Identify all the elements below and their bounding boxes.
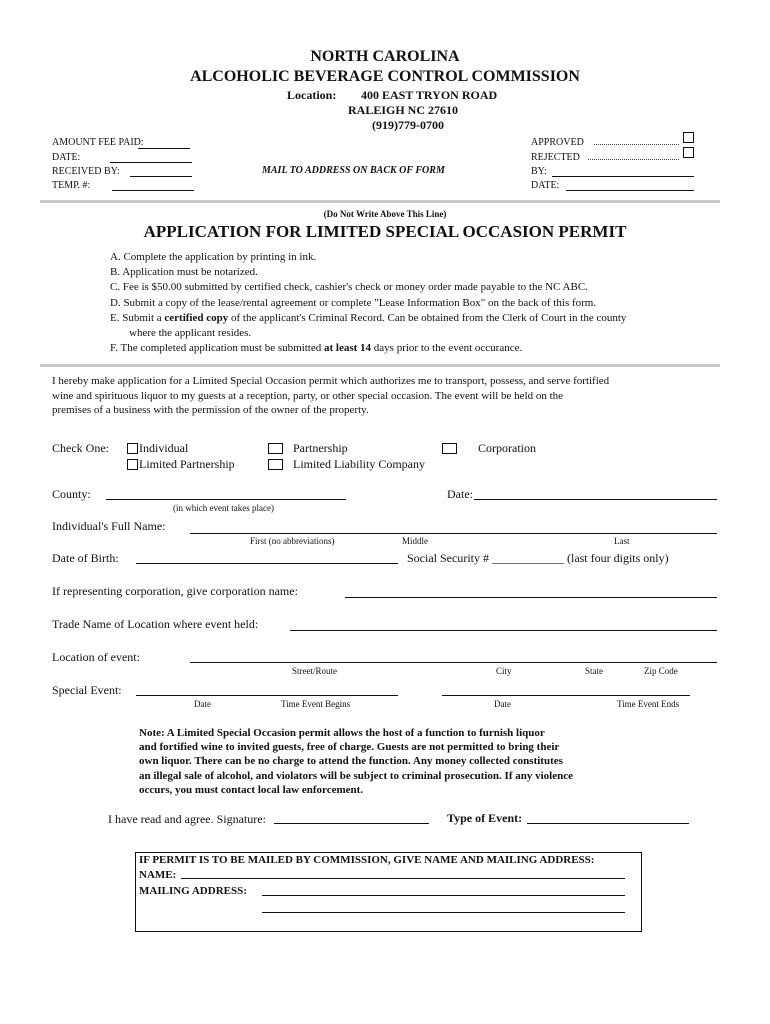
received-by-line [130, 176, 192, 177]
end-date-hint: Date [494, 699, 511, 709]
form-title: APPLICATION FOR LIMITED SPECIAL OCCASION PERMIT [143, 222, 627, 241]
corporation-checkbox[interactable] [442, 443, 457, 454]
date2-line [566, 190, 694, 191]
rejected-dots [588, 159, 679, 160]
begin-date-hint: Date [194, 699, 211, 709]
limited-partnership-label: Limited Partnership [139, 457, 235, 471]
mailing-box-heading: IF PERMIT IS TO BE MAILED BY COMMISSION, GIVE NAME AND MAILING ADDRESS: [139, 854, 595, 866]
type-of-event-label: Type of Event: [447, 811, 523, 825]
city-hint: City [496, 666, 512, 676]
divider-top [40, 200, 720, 203]
location-label: Location: [287, 88, 337, 102]
mailing-address-label: MAILING ADDRESS: [139, 885, 247, 897]
limited-partnership-checkbox[interactable] [127, 459, 138, 470]
note-line3: own liquor. There can be no charge to attend the function. Any money collected constitutes [139, 755, 563, 767]
by-line [552, 176, 694, 177]
rejected-label: REJECTED [531, 152, 580, 163]
agency-state: NORTH CAROLINA [310, 48, 460, 65]
declaration-line3: premises of a business with the permission of the owner of the property. [52, 404, 369, 416]
temp-label: TEMP. #: [52, 180, 91, 191]
instruction-b: B. Application must be notarized. [110, 266, 258, 278]
signature-input[interactable] [274, 823, 429, 824]
agency-name: ALCOHOLIC BEVERAGE CONTROL COMMISSION [190, 68, 580, 85]
amount-fee-paid-line [138, 148, 190, 149]
trade-name-input[interactable] [290, 630, 717, 631]
note-line2: and fortified wine to invited guests, free of charge. Guests are not permitted to bring their [139, 741, 560, 753]
amount-fee-paid-label: AMOUNT FEE PAID: [52, 137, 144, 148]
location-input[interactable] [190, 662, 717, 663]
county-hint: (in which event takes place) [173, 503, 274, 513]
llc-label: Limited Liability Company [293, 457, 425, 471]
zip-hint: Zip Code [644, 666, 678, 676]
date-field-label: Date: [447, 487, 473, 501]
individual-label: Individual [139, 441, 189, 455]
mail-note: MAIL TO ADDRESS ON BACK OF FORM [262, 165, 445, 176]
divider-mid [40, 364, 720, 367]
corporation-name-input[interactable] [345, 597, 717, 598]
address-line1: 400 EAST TRYON ROAD [361, 88, 498, 102]
middle-name-hint: Middle [402, 536, 428, 546]
trade-name-label: Trade Name of Location where event held: [52, 617, 259, 631]
dob-label: Date of Birth: [52, 551, 119, 565]
rejected-checkbox[interactable] [683, 147, 694, 158]
note-line1: Note: A Limited Special Occasion permit allows the host of a function to furnish liquor [139, 727, 545, 739]
instruction-d: D. Submit a copy of the lease/rental agreement or complete "Lease Information Box" on the back of this form. [110, 297, 597, 309]
mailing-address-input-1[interactable] [262, 895, 625, 896]
time-ends-hint: Time Event Ends [617, 699, 680, 709]
county-input[interactable] [106, 499, 346, 500]
check-one-label: Check One: [52, 441, 109, 455]
event-begin-input[interactable] [136, 695, 398, 696]
partnership-label: Partnership [293, 441, 348, 455]
special-event-label: Special Event: [52, 683, 122, 697]
declaration-line1: I hereby make application for a Limited Special Occasion permit which authorizes me to transport, possess, and serve fortified [52, 375, 610, 387]
instruction-f: F. The completed application must be submitted at least 14 days prior to the event occurance. [110, 342, 523, 354]
individual-checkbox[interactable] [127, 443, 138, 454]
partnership-checkbox[interactable] [268, 443, 283, 454]
signature-label: I have read and agree. Signature: [108, 812, 266, 826]
last-name-hint: Last [614, 536, 630, 546]
full-name-input[interactable] [190, 533, 717, 534]
address-line2: RALEIGH NC 27610 [348, 103, 459, 117]
by-label: BY: [531, 166, 547, 177]
approved-dots [594, 144, 679, 145]
date-label: DATE: [52, 152, 81, 163]
approved-label: APPROVED [531, 137, 584, 148]
county-label: County: [52, 487, 91, 501]
corporation-label: Corporation [478, 441, 536, 455]
date-line [110, 162, 192, 163]
time-begins-hint: Time Event Begins [281, 699, 351, 709]
date2-label: DATE: [531, 180, 560, 191]
do-not-write-note: (Do Not Write Above This Line) [323, 209, 447, 219]
dob-input[interactable] [136, 563, 398, 564]
instruction-e-cont: where the applicant resides. [129, 327, 252, 339]
first-name-hint: First (no abbreviations) [250, 536, 335, 546]
llc-checkbox[interactable] [268, 459, 283, 470]
note-line5: occurs, you must contact local law enforcement. [139, 784, 364, 796]
ssn-label: Social Security # ____________ (last four digits only) [407, 551, 669, 565]
full-name-label: Individual's Full Name: [52, 519, 166, 533]
event-end-input[interactable] [442, 695, 690, 696]
approved-checkbox[interactable] [683, 132, 694, 143]
instruction-e: E. Submit a certified copy of the applicant's Criminal Record. Can be obtained from the Clerk of Court in the county [110, 312, 627, 324]
state-hint: State [585, 666, 603, 676]
phone: (919)779-0700 [372, 118, 444, 132]
mailing-name-input[interactable] [181, 878, 625, 879]
declaration-line2: wine and spirituous liquor to my guests at a reception, party, or other special occasion. The event will be held on the [52, 390, 564, 402]
mailing-name-label: NAME: [139, 869, 177, 881]
instruction-a: A. Complete the application by printing in ink. [110, 251, 317, 263]
mailing-address-input-2[interactable] [262, 912, 625, 913]
temp-line [112, 190, 194, 191]
location-label: Location of event: [52, 650, 140, 664]
instruction-c: C. Fee is $50.00 submitted by certified check, cashier's check or money order made payable to the NC ABC. [110, 281, 588, 293]
type-of-event-input[interactable] [527, 823, 689, 824]
street-hint: Street/Route [292, 666, 337, 676]
received-by-label: RECEIVED BY: [52, 166, 120, 177]
corporation-name-label: If representing corporation, give corporation name: [52, 584, 298, 598]
date-input[interactable] [474, 499, 717, 500]
note-line4: an illegal sale of alcohol, and violators will be subject to criminal prosecution. If any violence [139, 770, 573, 782]
